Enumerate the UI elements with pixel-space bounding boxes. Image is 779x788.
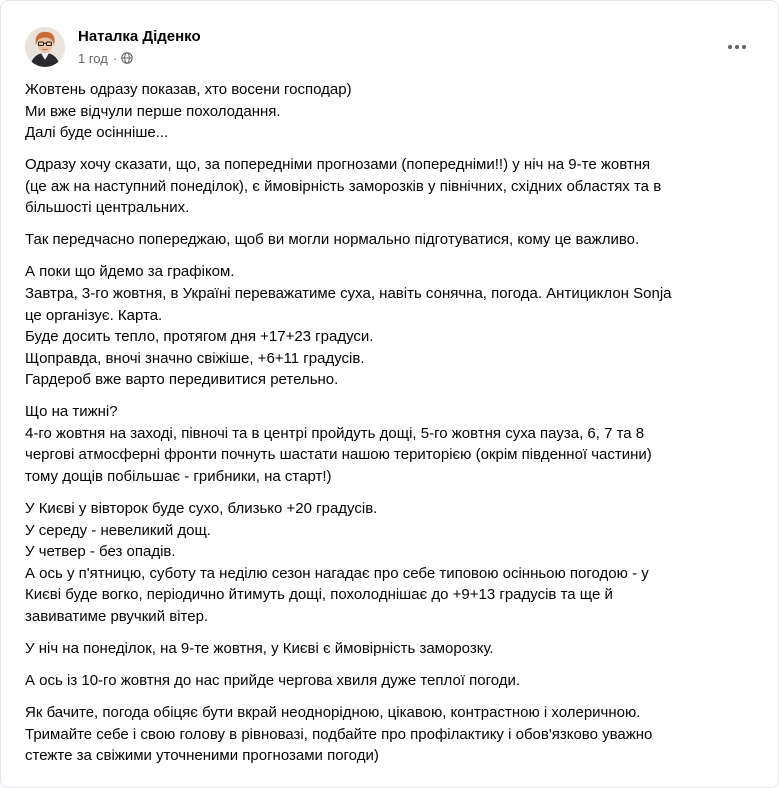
post-paragraph: У ніч на понеділок, на 9-те жовтня, у Києві є ймовірність заморозку. (25, 640, 494, 657)
post-paragraph: А ось із 10-го жовтня до нас прийде чергова хвиля дуже теплої погоди. (25, 671, 521, 689)
post-timestamp[interactable]: 1 год (78, 50, 108, 66)
post-paragraph: А поки що йдемо за графіком. Завтра, 3-го жовтня, в Україні переважатиме суха, навіть сонячна, погода. Антициклон Sonja це організує. Карта. Буде досить тепло, протягом дня +17+23 градуси. Щоправда, вночі значно свіжіше, +6+11 градусів. Гардероб вже варто передивитися ретельно. (25, 263, 672, 389)
post-paragraph: У Києві у вівторок буде сухо, близько +20 градусів. У середу - невеликий дощ. У четвер - без опадів. А ось у п'ятницю, суботу та неділю сезон нагадає про себе типовою осінньою погодою - у Києві буде вогко, періодично йтимуть дощі, похолоднішає до +9+13 градусів та ще й завиватиме рвучкий вітер. (25, 500, 649, 626)
avatar[interactable] (25, 27, 65, 67)
post-paragraph: Що на тижні? 4-го жовтня на заході, півночі та в центрі пройдуть дощі, 5-го жовтня суха пауза, 6, 7 та 8 чергові атмосферні фронти почнуть шастати нашою територією (окрім південної частини) тому дощів побільшає - грибники, на старт!) (25, 403, 652, 486)
post-paragraph: Так передчасно попереджаю, щоб ви могли нормально підготуватися, кому це важливо. (25, 231, 640, 249)
more-horizontal-icon (727, 44, 747, 50)
more-options-button[interactable] (719, 29, 755, 65)
post-paragraph: Жовтень одразу показав, хто восени господар) Ми вже відчули перше похолодання. Далі буде осінніше... (25, 81, 352, 142)
avatar-image (25, 27, 65, 67)
post-meta (78, 50, 133, 66)
post-header (25, 27, 755, 71)
meta-separator: · (112, 50, 118, 66)
post-paragraph: Одразу хочу сказати, що, за попередніми прогнозами (попередніми!!) у ніч на 9-те жовтня (це аж на наступний понеділок), є ймовірність заморозків у північних, східних областях та в більшості центральних. (25, 156, 662, 217)
post-author-name[interactable]: Наталка Діденко (78, 28, 201, 45)
globe-icon[interactable] (121, 52, 133, 64)
post-paragraph: Як бачите, погода обіцяє бути вкрай неоднорідною, цікавою, контрастною і холеричною. Тримайте себе і свою голову в рівновазі, подбайте про профілактику і обов'язково уважно стежте за свіжими уточненими прогнозами погоди) (25, 703, 653, 765)
post-content (25, 79, 760, 777)
